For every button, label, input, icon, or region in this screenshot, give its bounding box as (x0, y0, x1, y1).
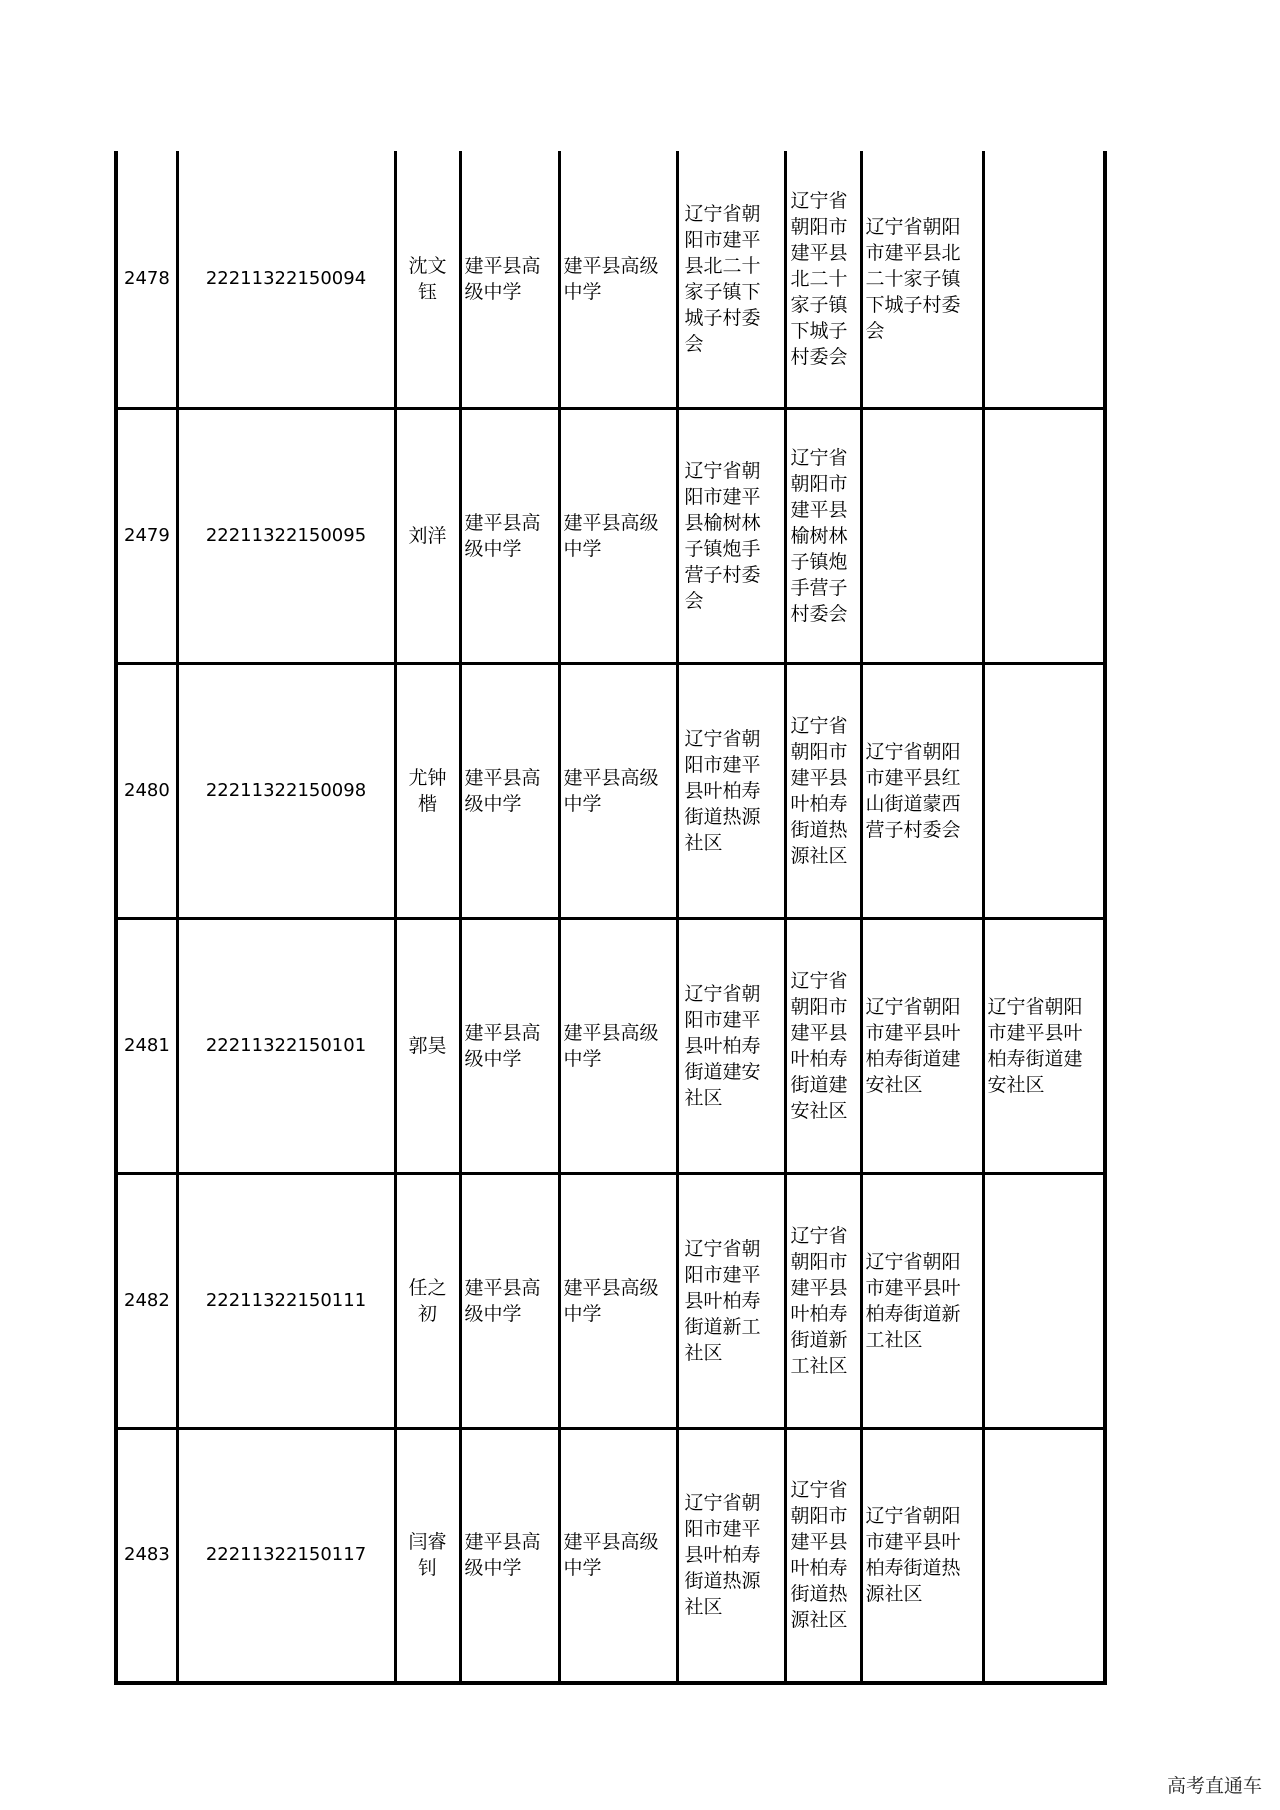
school2-cell: 建平县高级中学 (559, 918, 677, 1173)
exam-id-cell: 22211322150101 (177, 918, 395, 1173)
name-cell (395, 151, 460, 408)
student-name: 尤钟楷 (408, 766, 447, 815)
name-cell (395, 408, 460, 663)
address3-cell: 辽宁省朝阳市建平县叶柏寿街道建安社区 (861, 918, 983, 1173)
address2-cell: 辽宁省朝阳市建平县叶柏寿街道建安社区 (785, 918, 861, 1173)
school2-cell: 建平县高级中学 (559, 663, 677, 918)
school-cell: 建平县高级中学 (460, 151, 559, 408)
address2-cell: 辽宁省朝阳市建平县叶柏寿街道热源社区 (785, 1428, 861, 1683)
exam-id-cell: 22211322150111 (177, 1173, 395, 1428)
table-row (116, 151, 1105, 408)
seq-cell: 2481 (116, 918, 177, 1173)
seq-cell: 2482 (116, 1173, 177, 1428)
school-cell: 建平县高级中学 (460, 1428, 559, 1683)
school-cell: 建平县高级中学 (460, 918, 559, 1173)
address1-cell: 辽宁省朝阳市建平县叶柏寿街道新工社区 (677, 1173, 785, 1428)
address3-cell: 辽宁省朝阳市建平县叶柏寿街道新工社区 (861, 1173, 983, 1428)
address4-cell (983, 408, 1105, 663)
address1-cell: 辽宁省朝阳市建平县北二十家子镇下城子村委会 (677, 151, 785, 408)
seq-cell: 2479 (116, 408, 177, 663)
address3-cell: 辽宁省朝阳市建平县北二十家子镇下城子村委会 (861, 151, 983, 408)
address1-cell: 辽宁省朝阳市建平县叶柏寿街道建安社区 (677, 918, 785, 1173)
address1-cell: 辽宁省朝阳市建平县榆树林子镇炮手营子村委会 (677, 408, 785, 663)
table-row (116, 1173, 1105, 1428)
school2-cell: 建平县高级中学 (559, 408, 677, 663)
student-name: 沈文钰 (408, 254, 447, 303)
address3-cell: 辽宁省朝阳市建平县叶柏寿街道热源社区 (861, 1428, 983, 1683)
student-name: 郭昊 (408, 1034, 447, 1057)
table-row (116, 918, 1105, 1173)
seq-cell: 2483 (116, 1428, 177, 1683)
name-cell (395, 918, 460, 1173)
roster-table (114, 151, 1107, 1685)
school2-cell: 建平县高级中学 (559, 1428, 677, 1683)
address4-cell (983, 663, 1105, 918)
address1-cell: 辽宁省朝阳市建平县叶柏寿街道热源社区 (677, 663, 785, 918)
seq-cell: 2478 (116, 151, 177, 408)
student-name: 刘洋 (408, 524, 447, 547)
address4-cell (983, 151, 1105, 408)
address4-cell (983, 1173, 1105, 1428)
address2-cell: 辽宁省朝阳市建平县叶柏寿街道新工社区 (785, 1173, 861, 1428)
exam-id-cell: 22211322150117 (177, 1428, 395, 1683)
exam-id-cell: 22211322150098 (177, 663, 395, 918)
school-cell: 建平县高级中学 (460, 1173, 559, 1428)
table-row (116, 408, 1105, 663)
exam-id-cell: 22211322150094 (177, 151, 395, 408)
school-cell: 建平县高级中学 (460, 408, 559, 663)
address3-cell (861, 408, 983, 663)
address4-cell (983, 1428, 1105, 1683)
exam-id-cell: 22211322150095 (177, 408, 395, 663)
seq-cell: 2480 (116, 663, 177, 918)
watermark-text: 高考直通车 (1166, 1775, 1262, 1797)
school2-cell: 建平县高级中学 (559, 151, 677, 408)
student-name: 任之初 (408, 1276, 447, 1325)
table-row (116, 1428, 1105, 1683)
student-name: 闫睿钊 (408, 1531, 447, 1580)
address3-cell: 辽宁省朝阳市建平县红山街道蒙西营子村委会 (861, 663, 983, 918)
school-cell: 建平县高级中学 (460, 663, 559, 918)
name-cell (395, 1428, 460, 1683)
name-cell (395, 1173, 460, 1428)
address2-cell: 辽宁省朝阳市建平县北二十家子镇下城子村委会 (785, 151, 861, 408)
address2-cell: 辽宁省朝阳市建平县榆树林子镇炮手营子村委会 (785, 408, 861, 663)
address1-cell: 辽宁省朝阳市建平县叶柏寿街道热源社区 (677, 1428, 785, 1683)
table-row (116, 663, 1105, 918)
school2-cell: 建平县高级中学 (559, 1173, 677, 1428)
address4-cell: 辽宁省朝阳市建平县叶柏寿街道建安社区 (983, 918, 1105, 1173)
name-cell (395, 663, 460, 918)
address2-cell: 辽宁省朝阳市建平县叶柏寿街道热源社区 (785, 663, 861, 918)
